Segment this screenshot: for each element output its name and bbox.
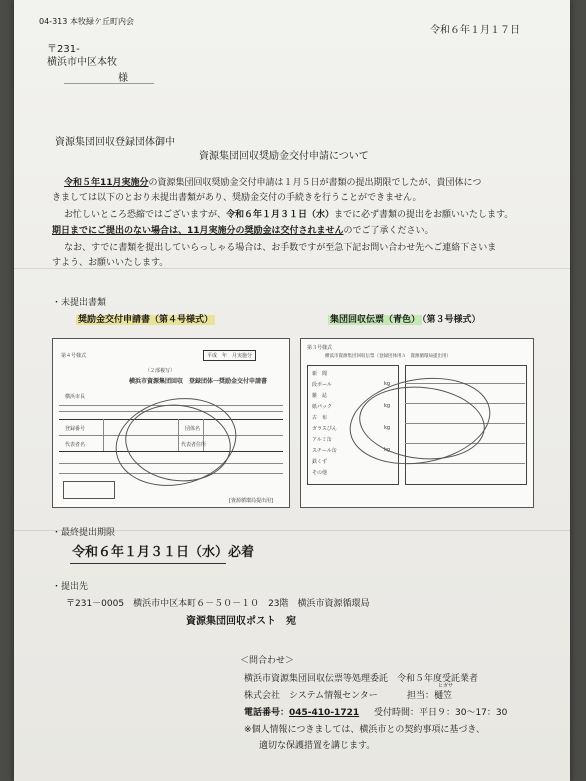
contact-company: 株式会社 システム情報センター (244, 691, 378, 701)
deadline-value: 令和６年１月３１日（水）必着 (72, 545, 255, 560)
missing-doc-2-form: （第３号様式） (422, 315, 481, 325)
contact-note-1: ※個人情報につきましては、横浜市との契約事項に基づき、 (244, 725, 486, 735)
body-text: の資源集団回収奨励金交付申請は１月５日が書類の提出期限でしたが、貴団体につ (148, 178, 482, 188)
form-corner-label: 第４号様式 (61, 353, 87, 359)
form-item: その他 (312, 470, 328, 476)
submit-heading: ・提出先 (52, 582, 89, 592)
header-code: 04-313 (39, 17, 68, 26)
body-deadline: 令和６年１月３１日（水） (226, 210, 335, 220)
addressee: 資源集団回収登録団体御中 (55, 137, 175, 148)
form-field: 登録番号 (65, 426, 86, 432)
body-para-2 (64, 210, 513, 221)
contact-staff-label: 担当： (407, 691, 435, 701)
body-text: お忙しいところ恐縮ではございますが、 (64, 210, 227, 220)
form-item: 鉄くず (312, 459, 328, 465)
form-item: 紙パック (312, 404, 333, 410)
form-rule (103, 419, 104, 451)
body-para-4b: すよう、お願いいたします。 (52, 258, 169, 268)
form-item: 新 聞 (312, 371, 328, 377)
body-para-1 (64, 178, 481, 189)
contact-note-2: 適切な保護措置を講じます。 (259, 741, 376, 751)
form-unit: kg (384, 425, 391, 431)
letter-date: 令和６年１月１７日 (430, 25, 520, 36)
address-underline (64, 83, 154, 84)
body-para-3 (52, 226, 434, 237)
form-footer: [資源循環局提出用] (229, 498, 273, 504)
submit-post: 資源集団回収ポスト 宛 (186, 616, 296, 627)
body-text: のでご了承ください。 (343, 226, 434, 236)
contact-phone-label: 電話番号： (244, 708, 290, 718)
form-thumbnail-application (52, 338, 290, 508)
contact-staff (407, 691, 452, 702)
missing-heading: ・未提出書類 (52, 298, 107, 308)
submit-address: 〒231－0005 横浜市中区本町６－５０－１０ 23階 横浜市資源循環局 (66, 599, 370, 609)
recipient-city: 横浜市中区本牧 (47, 57, 117, 68)
missing-doc-2 (328, 315, 481, 326)
form-title: 横浜市資源集団回収伝票（登録団体用Ａ 資源循環局提出用） (325, 354, 451, 359)
deadline-underline (70, 563, 226, 564)
form-unit: kg (384, 381, 391, 387)
form-item: 雑 誌 (312, 393, 328, 399)
form-item: アルミ缶 (312, 437, 332, 443)
form-corner-label: 第３号様式 (307, 345, 333, 351)
body-text: までに必ず書類の提出をお願いいたします。 (334, 210, 514, 220)
contact-heading: ＜問合わせ＞ (240, 656, 295, 666)
form-thumbnail-slip (300, 338, 534, 508)
form-addr: 横浜市長 (65, 394, 86, 400)
letter-page (14, 0, 570, 781)
form-field: 代表者名 (65, 442, 86, 448)
body-para-1b: きましては以下のとおり未提出書類があり、奨励金交付の手続きを行うことができません。 (52, 193, 422, 203)
form-field: 団体名 (185, 426, 201, 432)
contact-staff-ruby: ヒガサ (438, 683, 454, 689)
contact-phone-number: 045-410-1721 (289, 708, 360, 718)
header-district: 本牧緑ケ丘町内会 (70, 17, 134, 26)
body-warning: 期日までにご提出のない場合は、11月実施分の奨励金は交付されません (52, 226, 344, 236)
form-stamp-box (63, 481, 115, 499)
form-field: 代表者住所 (181, 442, 207, 448)
missing-doc-1-label: 奨励金交付申請書（第４号様式） (78, 315, 214, 325)
body-period: 令和５年11月実施分 (64, 178, 149, 188)
missing-doc-1 (76, 315, 215, 326)
form-rule (405, 463, 525, 464)
contact-hours: 受付時間：平日９：30～17：30 (374, 708, 508, 718)
contact-phone (244, 708, 359, 719)
form-unit: kg (384, 403, 391, 409)
contact-line1: 横浜市資源集団回収伝票等処理委託 令和５年度受託業者 (244, 674, 479, 684)
form-item: 段ボール (312, 382, 332, 388)
form-unit: kg (384, 447, 391, 453)
recipient-honorific: 様 (118, 73, 128, 84)
deadline-heading: ・最終提出期限 (52, 528, 116, 538)
form-sub-label: （２部複写） (145, 368, 176, 374)
form-item: スチール缶 (312, 448, 337, 454)
form-date-box: 平成 年 月実施分 (203, 350, 256, 361)
postal-code: 〒231- (47, 44, 80, 55)
contact-staff-name: 樋笠 (434, 691, 453, 701)
form-item: 古 布 (312, 415, 328, 421)
missing-doc-2-label: 集団回収伝票（青色） (330, 315, 421, 325)
form-title: 横浜市資源集団回収 登録団体一奨励金交付申請書 (129, 378, 268, 385)
body-para-4: なお、すでに書類を提出していらっしゃる場合は、お手数ですが至急下記お問い合わせ先へご連絡下さいま (64, 243, 497, 253)
form-item: ガラスびん (312, 426, 337, 432)
letter-title: 資源集団回収奨励金交付申請について (199, 151, 369, 162)
